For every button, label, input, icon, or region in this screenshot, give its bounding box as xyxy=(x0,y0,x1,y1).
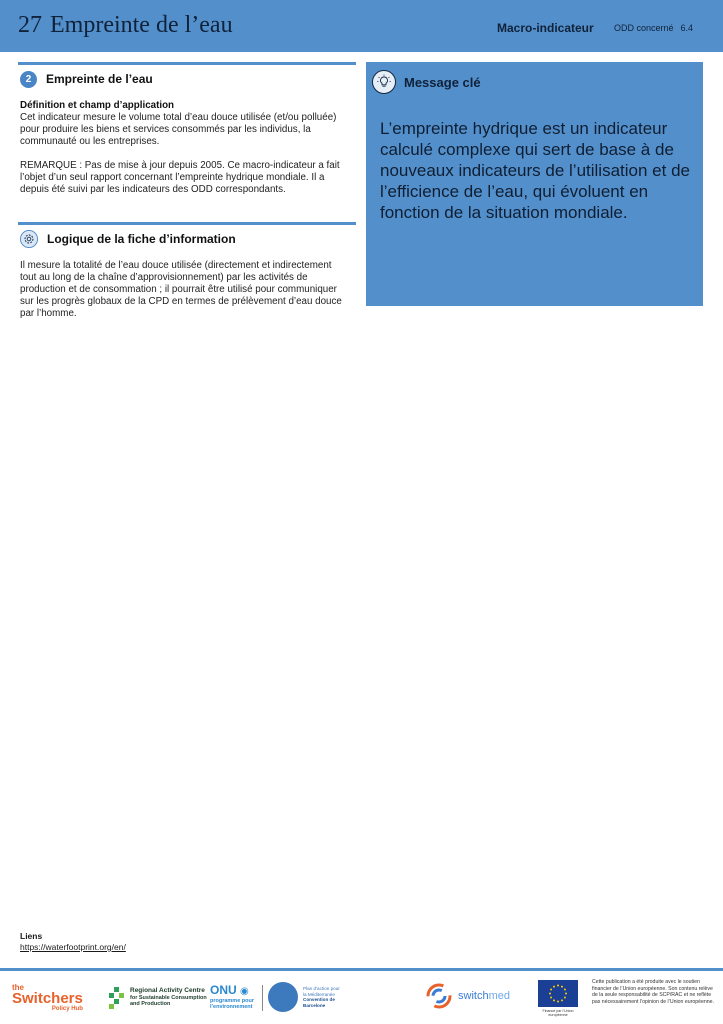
logic-text: Il mesure la totalité de l’eau douce utilisée (directement et indirectement tout au long de la chaîne d’approvisionnement) par les activités de production et de consommation ; il pourrait être utilisé pour communiquer sur les progrès globaux de la CPD en termes de prélèvement d’eau douce par l’homme. xyxy=(20,260,342,319)
footer-logo-separator xyxy=(262,985,263,1011)
odd-info xyxy=(614,23,693,33)
eu-flag-icon xyxy=(538,980,578,1007)
eu-logo: Financé par l’Union européenne xyxy=(538,980,578,1017)
key-message-header xyxy=(372,70,481,94)
section-divider xyxy=(18,62,356,65)
section-header-logique xyxy=(20,229,236,249)
definition-text: Cet indicateur mesure le volume total d’eau douce utilisée (et/ou polluée) pour produire les biens et services consommés par les individus, la communauté ou les entreprises. xyxy=(20,112,337,147)
eu-disclaimer: Cette publication a été produite avec le soutien financier de l’Union européenne. Son contenu relève de la seule responsabilité de SCP/RAC et ne reflète pas nécessairement l’opinion de l’Union européenne. xyxy=(592,979,714,1005)
switchmed-swirl-icon xyxy=(426,983,452,1009)
section-title: Logique de la fiche d’information xyxy=(47,232,236,246)
category-label: Macro-indicateur xyxy=(497,21,594,35)
page-title xyxy=(18,12,233,39)
odd-label: ODD concerné xyxy=(614,23,674,33)
page-header xyxy=(0,0,723,52)
switchmed-logo: switchmed xyxy=(426,983,510,1009)
definition-block xyxy=(20,100,350,196)
indicator-title: Empreinte de l’eau xyxy=(50,12,233,38)
unep-logo: ONU ◉ programme pour l’environnement xyxy=(210,983,255,1010)
logic-block xyxy=(20,260,350,320)
un-emblem-icon: ◉ xyxy=(240,986,249,997)
remark-text: REMARQUE : Pas de mise à jour depuis 2005. Ce macro-indicateur a fait l’objet d’un seul rapport concernant l’empreinte hydrique mondiale. Il a depuis été suivi par les indicateurs des ODD correspondants. xyxy=(20,160,340,195)
globe-icon xyxy=(268,982,298,1012)
gear-icon xyxy=(20,230,38,248)
section-number-badge: 2 xyxy=(20,71,37,88)
section-header-empreinte xyxy=(20,69,153,89)
definition-subtitle: Définition et champ d’application xyxy=(20,100,175,111)
links-section xyxy=(20,931,126,953)
section-title: Empreinte de l’eau xyxy=(46,72,153,86)
pam-barcelona-logo: Plan d’action pour la Méditerranée Convention de Barcelone xyxy=(268,982,365,1012)
section-divider xyxy=(18,222,356,225)
odd-value: 6.4 xyxy=(680,23,694,33)
key-message-text: L’empreinte hydrique est un indicateur calculé complexe qui sert de base à de nouveaux indicateurs de l’utilisation et de l’efficience de l’eau, qui évoluent en fonction de la situation mondiale. xyxy=(380,119,690,222)
lightbulb-icon xyxy=(372,70,396,94)
key-message-title: Message clé xyxy=(404,74,481,90)
rac-logo: Regional Activity Centre for Sustainable Consumption and Production xyxy=(108,986,212,1010)
rac-emblem-icon xyxy=(108,986,126,1010)
links-title: Liens xyxy=(20,931,43,941)
switchers-logo: the Switchers Policy Hub xyxy=(12,983,83,1012)
footer-divider xyxy=(0,968,723,971)
waterfootprint-link[interactable]: https://waterfootprint.org/en/ xyxy=(20,942,126,952)
indicator-number: 27 xyxy=(18,12,42,38)
key-message-box xyxy=(366,62,703,306)
